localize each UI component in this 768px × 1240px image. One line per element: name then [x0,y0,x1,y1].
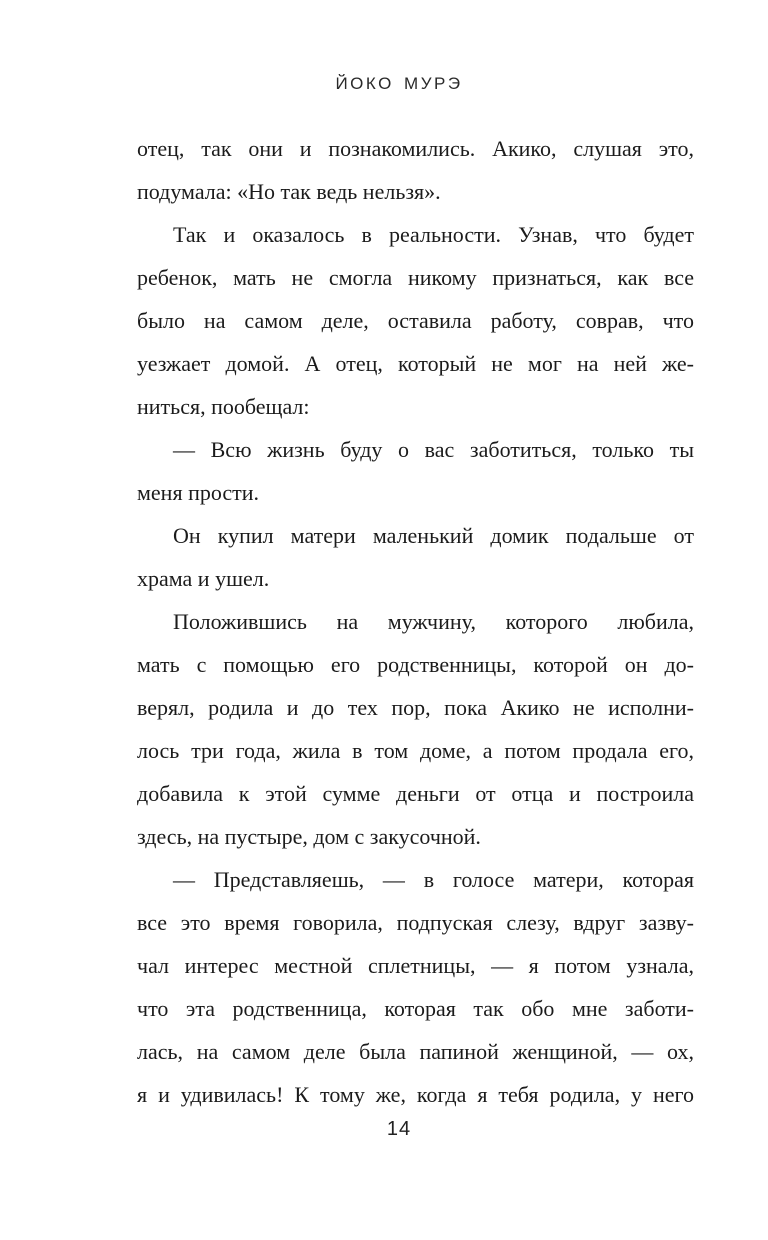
text-line: ниться, пообещал: [137,394,310,419]
text-line: Положившись на мужчину, которого любила, [173,609,694,634]
text-line: было на самом деле, оставила работу, соврав, что [137,308,694,333]
text-line: Так и оказалось в реальности. Узнав, что будет [173,222,694,247]
page-number: 14 [386,1118,412,1140]
text-line: что эта родственница, которая так обо мне заботи- [137,996,694,1021]
text-line: — Представляешь, — в голосе матери, которая [173,867,694,892]
text-line: все это время говорила, подпуская слезу, вдруг зазву- [137,910,694,935]
text-line: меня прости. [137,480,260,505]
text-line: ребенок, мать не смогла никому признаться, как все [137,265,694,290]
text-block [137,127,694,1116]
text-line: верял, родила и до тех пор, пока Акико не исполни- [137,695,694,720]
text-line: чал интерес местной сплетницы, — я потом узнала, [137,953,694,978]
text-line: добавила к этой сумме деньги от отца и построила [137,781,694,806]
text-line: отец, так они и познакомились. Акико, слушая это, [137,136,694,161]
text-line: лось три года, жила в том доме, а потом продала его, [137,738,694,763]
text-line: Он купил матери маленький домик подальше от [173,523,694,548]
text-line: здесь, на пустыре, дом с закусочной. [137,824,481,849]
text-line: я и удивилась! К тому же, когда я тебя родила, у него [137,1082,694,1107]
running-header: ЙОКО МУРЭ [335,74,463,93]
text-line: храма и ушел. [137,566,270,591]
text-line: — Всю жизнь буду о вас заботиться, только ты [173,437,694,462]
text-line: мать с помощью его родственницы, которой он до- [137,652,694,677]
text-line: лась, на самом деле была папиной женщиной, — ох, [137,1039,694,1064]
text-line: подумала: «Но так ведь нельзя». [137,179,441,204]
text-line: уезжает домой. А отец, который не мог на ней же- [137,351,694,376]
